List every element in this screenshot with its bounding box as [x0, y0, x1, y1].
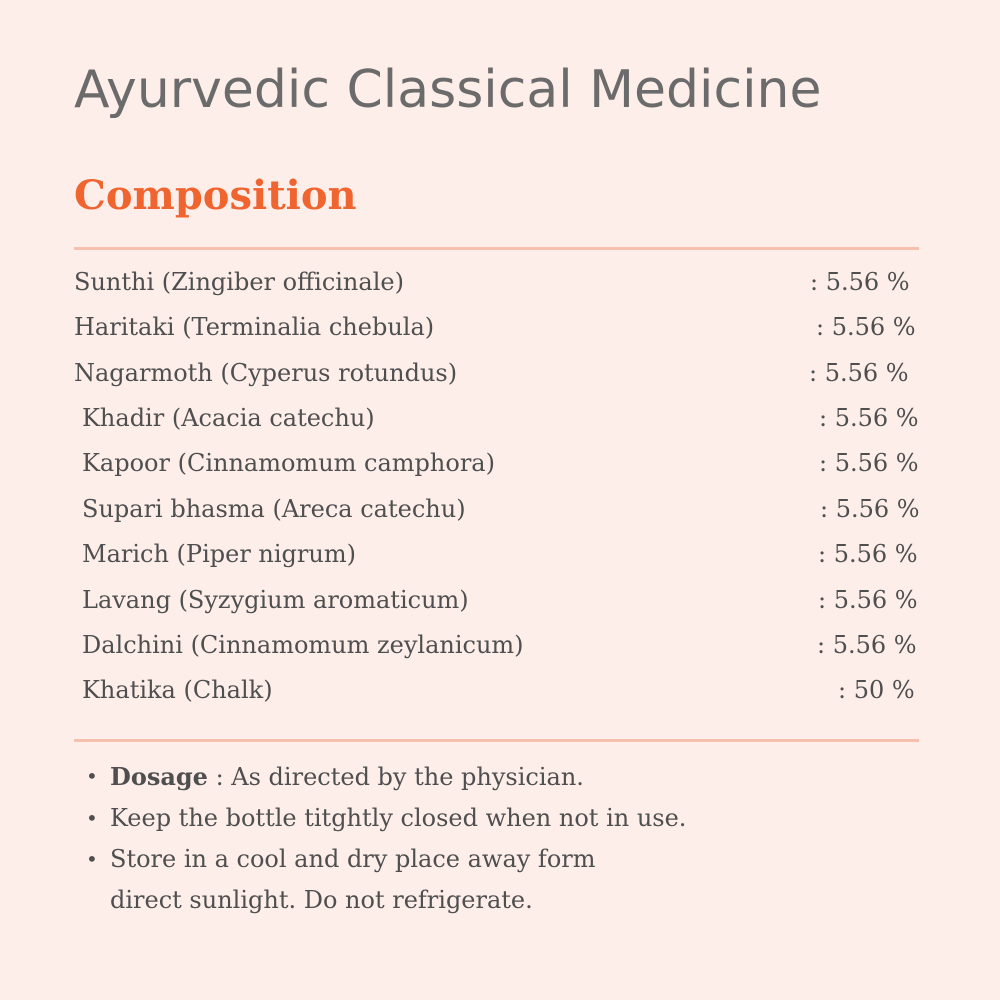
ingredient-name: Khadir (Acacia catechu)	[82, 404, 375, 432]
ingredient-name: Supari bhasma (Areca catechu)	[82, 495, 466, 523]
ingredient-percentage: : 5.56 %	[809, 359, 909, 387]
composition-row	[0, 305, 1000, 350]
ingredient-name: Kapoor (Cinnamomum camphora)	[82, 449, 495, 477]
ingredient-percentage: : 5.56 %	[817, 631, 917, 659]
note-storage	[86, 839, 786, 921]
ingredient-percentage: : 5.56 %	[820, 495, 920, 523]
divider-top	[74, 247, 919, 250]
storage-text-line1: Store in a cool and dry place away form	[110, 845, 596, 873]
ingredient-name: Marich (Piper nigrum)	[82, 540, 356, 568]
composition-row	[0, 396, 1000, 441]
note-dosage	[86, 756, 786, 798]
page-title: Ayurvedic Classical Medicine	[74, 60, 822, 120]
keep-closed-text: Keep the bottle titghtly closed when not in use.	[110, 804, 687, 832]
composition-row	[0, 260, 1000, 305]
composition-row	[0, 578, 1000, 623]
storage-text-line2: direct sunlight. Do not refrigerate.	[110, 886, 533, 914]
composition-row	[0, 351, 1000, 396]
note-keep-closed	[86, 798, 786, 839]
ingredient-percentage: : 5.56 %	[810, 268, 910, 296]
ingredient-name: Lavang (Syzygium aromaticum)	[82, 586, 469, 614]
ingredient-percentage: : 5.56 %	[819, 449, 919, 477]
ingredient-percentage: : 50 %	[838, 676, 915, 704]
ingredient-percentage: : 5.56 %	[818, 586, 918, 614]
ingredient-name: Sunthi (Zingiber officinale)	[74, 268, 404, 296]
ingredient-name: Haritaki (Terminalia chebula)	[74, 313, 435, 341]
bullet-icon: •	[86, 764, 98, 788]
composition-row	[0, 532, 1000, 577]
ingredient-percentage: : 5.56 %	[816, 313, 916, 341]
composition-row	[0, 487, 1000, 532]
bullet-icon: •	[86, 847, 98, 871]
ingredient-name: Khatika (Chalk)	[82, 676, 273, 704]
ingredient-percentage: : 5.56 %	[819, 404, 919, 432]
composition-row	[0, 668, 1000, 713]
composition-row	[0, 441, 1000, 486]
dosage-label: Dosage	[110, 762, 208, 791]
section-heading-composition: Composition	[74, 172, 357, 219]
dosage-text: : As directed by the physician.	[207, 763, 584, 791]
ingredient-name: Nagarmoth (Cyperus rotundus)	[74, 359, 458, 387]
ingredient-name: Dalchini (Cinnamomum zeylanicum)	[82, 631, 524, 659]
divider-bottom	[74, 739, 919, 742]
bullet-icon: •	[86, 806, 98, 830]
usage-notes	[86, 756, 786, 921]
ingredient-percentage: : 5.56 %	[818, 540, 918, 568]
composition-row	[0, 623, 1000, 668]
